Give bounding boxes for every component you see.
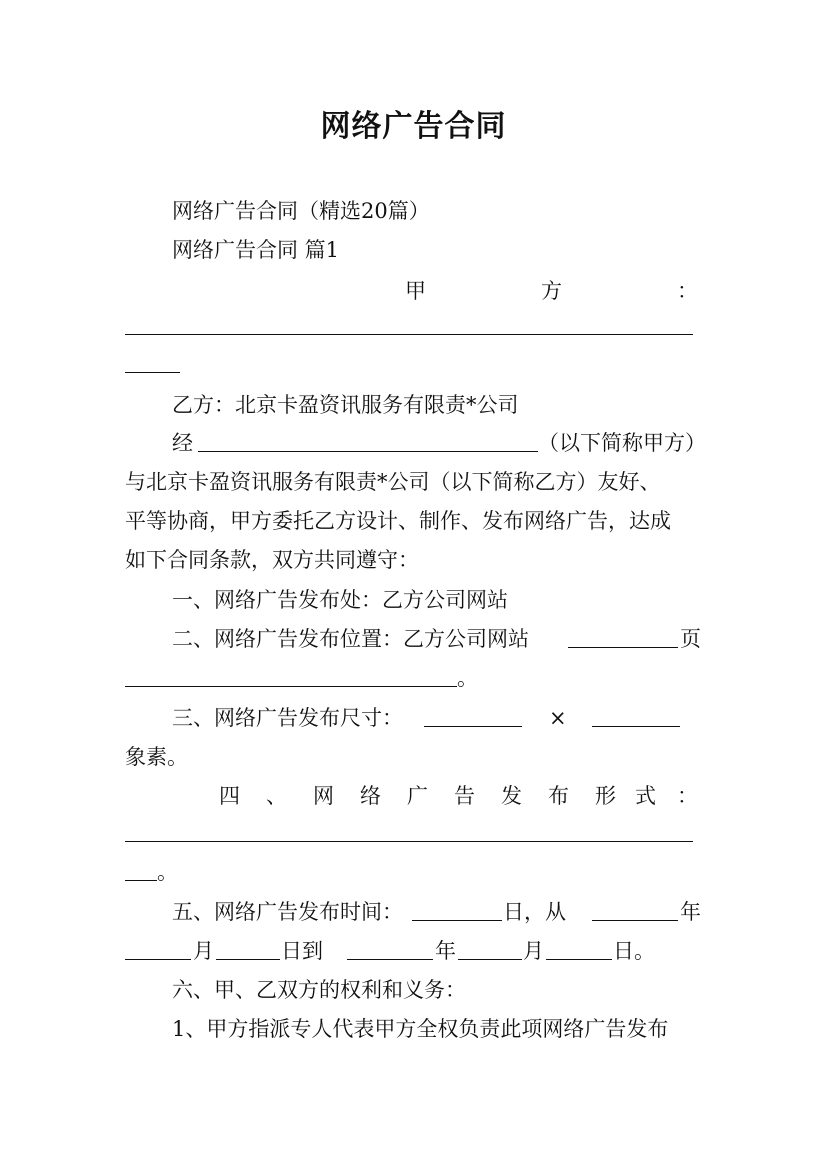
item-5-year-blank (592, 920, 678, 921)
item-4-char: 网 (313, 784, 334, 808)
party-b-line: 乙方：北京卡盈资讯服务有限责*公司 (172, 393, 519, 417)
item-4-blank (125, 841, 693, 842)
end-year-label: 年 (435, 939, 456, 963)
item-4-blank-2 (125, 880, 157, 881)
item-1: 一、网络广告发布处：乙方公司网站 (172, 588, 508, 612)
end-month-blank (458, 959, 522, 960)
item-4-colon: ： (677, 784, 698, 808)
item-2-blank (568, 647, 678, 648)
end-day-label: 日。 (613, 939, 655, 963)
item-4-char: 发 (501, 784, 522, 808)
paragraph-line-3: 如下合同条款，双方共同遵守： (125, 548, 419, 572)
item-4-char: 、 (266, 784, 287, 808)
item-2-suffix: 页 (680, 627, 701, 651)
item-6: 六、甲、乙双方的权利和义务： (172, 978, 466, 1002)
clause-1: 1、甲方指派专人代表甲方全权负责此项网络广告发布 (172, 1017, 669, 1041)
party-a-label-char1: 甲 (405, 279, 426, 303)
item-4-char: 形 (595, 784, 616, 808)
item-4-char: 广 (407, 784, 428, 808)
item-3-width-blank (424, 726, 522, 727)
item-4-char: 布 (548, 784, 569, 808)
party-a-label-char2: 方 (541, 279, 562, 303)
subtitle: 网络广告合同（精选20篇） (172, 199, 430, 223)
day-to-label: 日到 (281, 939, 323, 963)
jing-prefix: 经 (172, 431, 193, 455)
item-4-char: 络 (360, 784, 381, 808)
end-month-label: 月 (523, 939, 544, 963)
party-a-label-colon: ： (677, 279, 698, 303)
item-2-end: 。 (457, 666, 478, 690)
end-year-blank (347, 959, 433, 960)
item-3-prefix: 三、网络广告发布尺寸： (172, 706, 403, 730)
end-day-blank (546, 959, 612, 960)
paragraph-line-2: 平等协商，甲方委托乙方设计、制作、发布网络广告，达成 (125, 509, 671, 533)
paragraph-line-1: 与北京卡盈资讯服务有限责*公司（以下简称乙方）友好、 (125, 470, 661, 494)
document-title: 网络广告合同 (320, 109, 507, 144)
item-5-day-blank (412, 920, 502, 921)
item-4-char: 式 (635, 784, 656, 808)
item-2-prefix: 二、网络广告发布位置：乙方公司网站 (172, 627, 529, 651)
item-4-end: 。 (157, 860, 178, 884)
party-a-blank-line-2 (125, 372, 180, 373)
party-a-blank-line (125, 334, 693, 335)
month-label: 月 (193, 939, 214, 963)
item-5-day: 日，从 (503, 900, 566, 924)
item-5-prefix: 五、网络广告发布时间： (172, 900, 403, 924)
item-3-times: × (549, 706, 567, 730)
month-blank (125, 959, 191, 960)
jing-blank (198, 451, 538, 452)
item-5-year: 年 (680, 900, 701, 924)
day-blank (216, 959, 280, 960)
item-4-char: 四 (219, 784, 240, 808)
section-heading: 网络广告合同 篇1 (172, 238, 340, 262)
item-4-char: 告 (454, 784, 475, 808)
item-3-height-blank (592, 726, 680, 727)
item-3-end: 象素。 (125, 745, 188, 769)
jing-suffix: （以下简称甲方） (538, 431, 706, 455)
item-2-blank-2 (125, 686, 457, 687)
